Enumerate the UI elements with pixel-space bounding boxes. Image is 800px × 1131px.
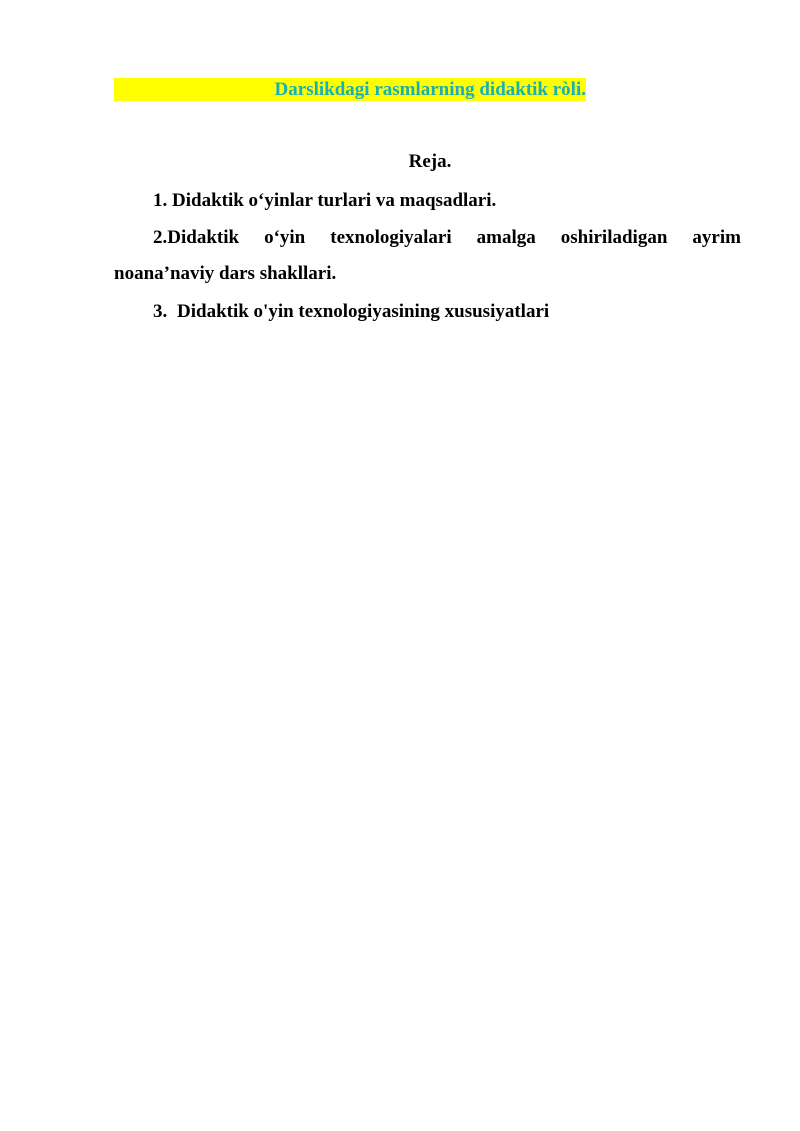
plan-item-2-line-2: noana’naviy dars shakllari. (114, 263, 337, 284)
plan-item-number: 2. (153, 227, 168, 248)
plan-item-3 (153, 300, 549, 324)
plan-item-1 (153, 189, 496, 213)
plan-item-word: o‘yin (264, 227, 306, 248)
plan-item-word: oshiriladigan (560, 227, 668, 248)
plan-item-text: Didaktik o'yin texnologiyasining xususiyatlari (177, 301, 550, 322)
plan-heading: Reja. (408, 151, 452, 172)
plan-item-text: Didaktik o‘yinlar turlari va maqsadlari. (172, 190, 497, 211)
plan-item-number: 3. (153, 301, 168, 322)
plan-item-2-line-1 (153, 226, 741, 250)
plan-item-number: 1. (153, 190, 168, 211)
plan-item-word: ayrim (692, 227, 741, 248)
plan-item-2-first-word (153, 226, 239, 250)
document-title: Darslikdagi rasmlarning didaktik ròli. (274, 79, 586, 100)
plan-item-word: Didaktik (167, 227, 240, 248)
plan-item-word: amalga (476, 227, 536, 248)
plan-item-word: texnologiyalari (330, 227, 452, 248)
